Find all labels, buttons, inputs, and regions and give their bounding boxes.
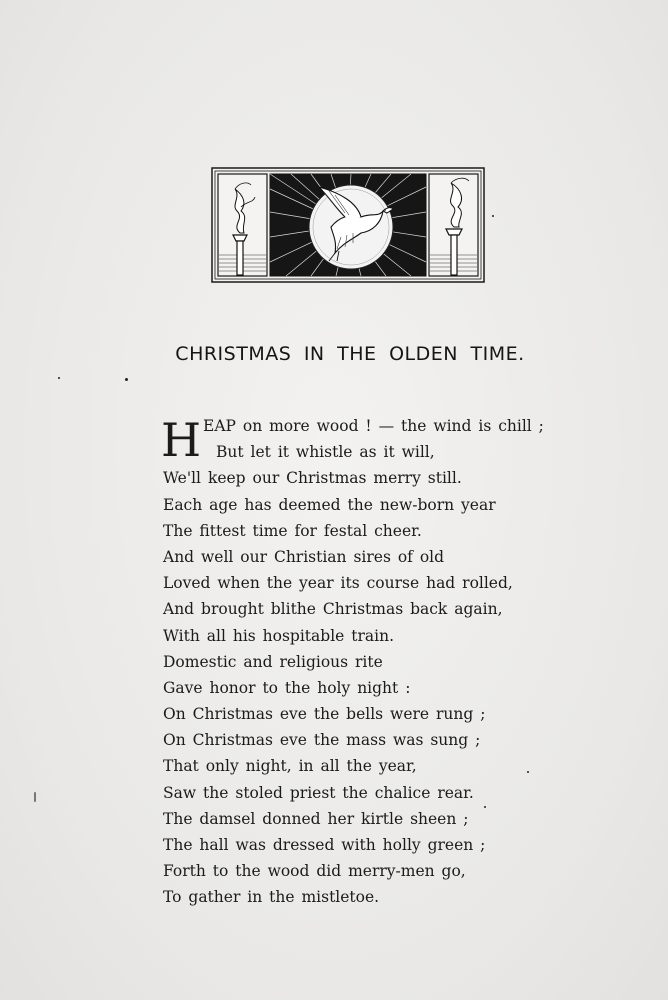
poem-line: The fittest time for festal cheer. [163,521,422,540]
poem-line: The damsel donned her kirtle sheen ; [163,809,469,828]
poem-body [163,413,563,911]
poem-line: Loved when the year its course had rolled, [163,574,513,593]
poem-line: On Christmas eve the bells were rung ; [163,705,486,724]
poem-line: Gave honor to the holy night : [163,678,411,697]
print-speck [492,215,494,217]
page-title: CHRISTMAS IN THE OLDEN TIME. [175,343,525,365]
poem-line: And well our Christian sires of old [163,547,445,566]
poem-line: That only night, in all the year, [163,757,417,776]
print-speck [125,378,128,381]
print-speck [58,377,60,379]
poem-line: With all his hospitable train. [163,626,395,645]
poem-line: The hall was dressed with holly green ; [163,836,486,854]
print-speck [34,792,36,802]
poem-line-text: EAP on more wood ! — the wind is chill ; [203,417,544,435]
poem-line: And brought blithe Christmas back again, [163,600,503,619]
print-speck [527,771,529,773]
poem-line: On Christmas eve the mass was sung ; [163,731,481,750]
poem-line: Saw the stoled priest the chalice rear. [163,783,474,802]
poem-line: Forth to the wood did merry-men go, [163,862,466,881]
poem-line: We'll keep our Christmas merry still. [163,469,462,488]
poem-line: But let it whistle as it will, [216,443,435,462]
print-speck [484,806,486,808]
poem-line: To gather in the mistletoe. [163,888,380,907]
poem-line: Domestic and religious rite [163,652,383,671]
poem-line: Each age has deemed the new-born year [163,495,496,514]
drop-cap: H [161,413,202,467]
dove-torch-vignette-icon [211,167,485,283]
